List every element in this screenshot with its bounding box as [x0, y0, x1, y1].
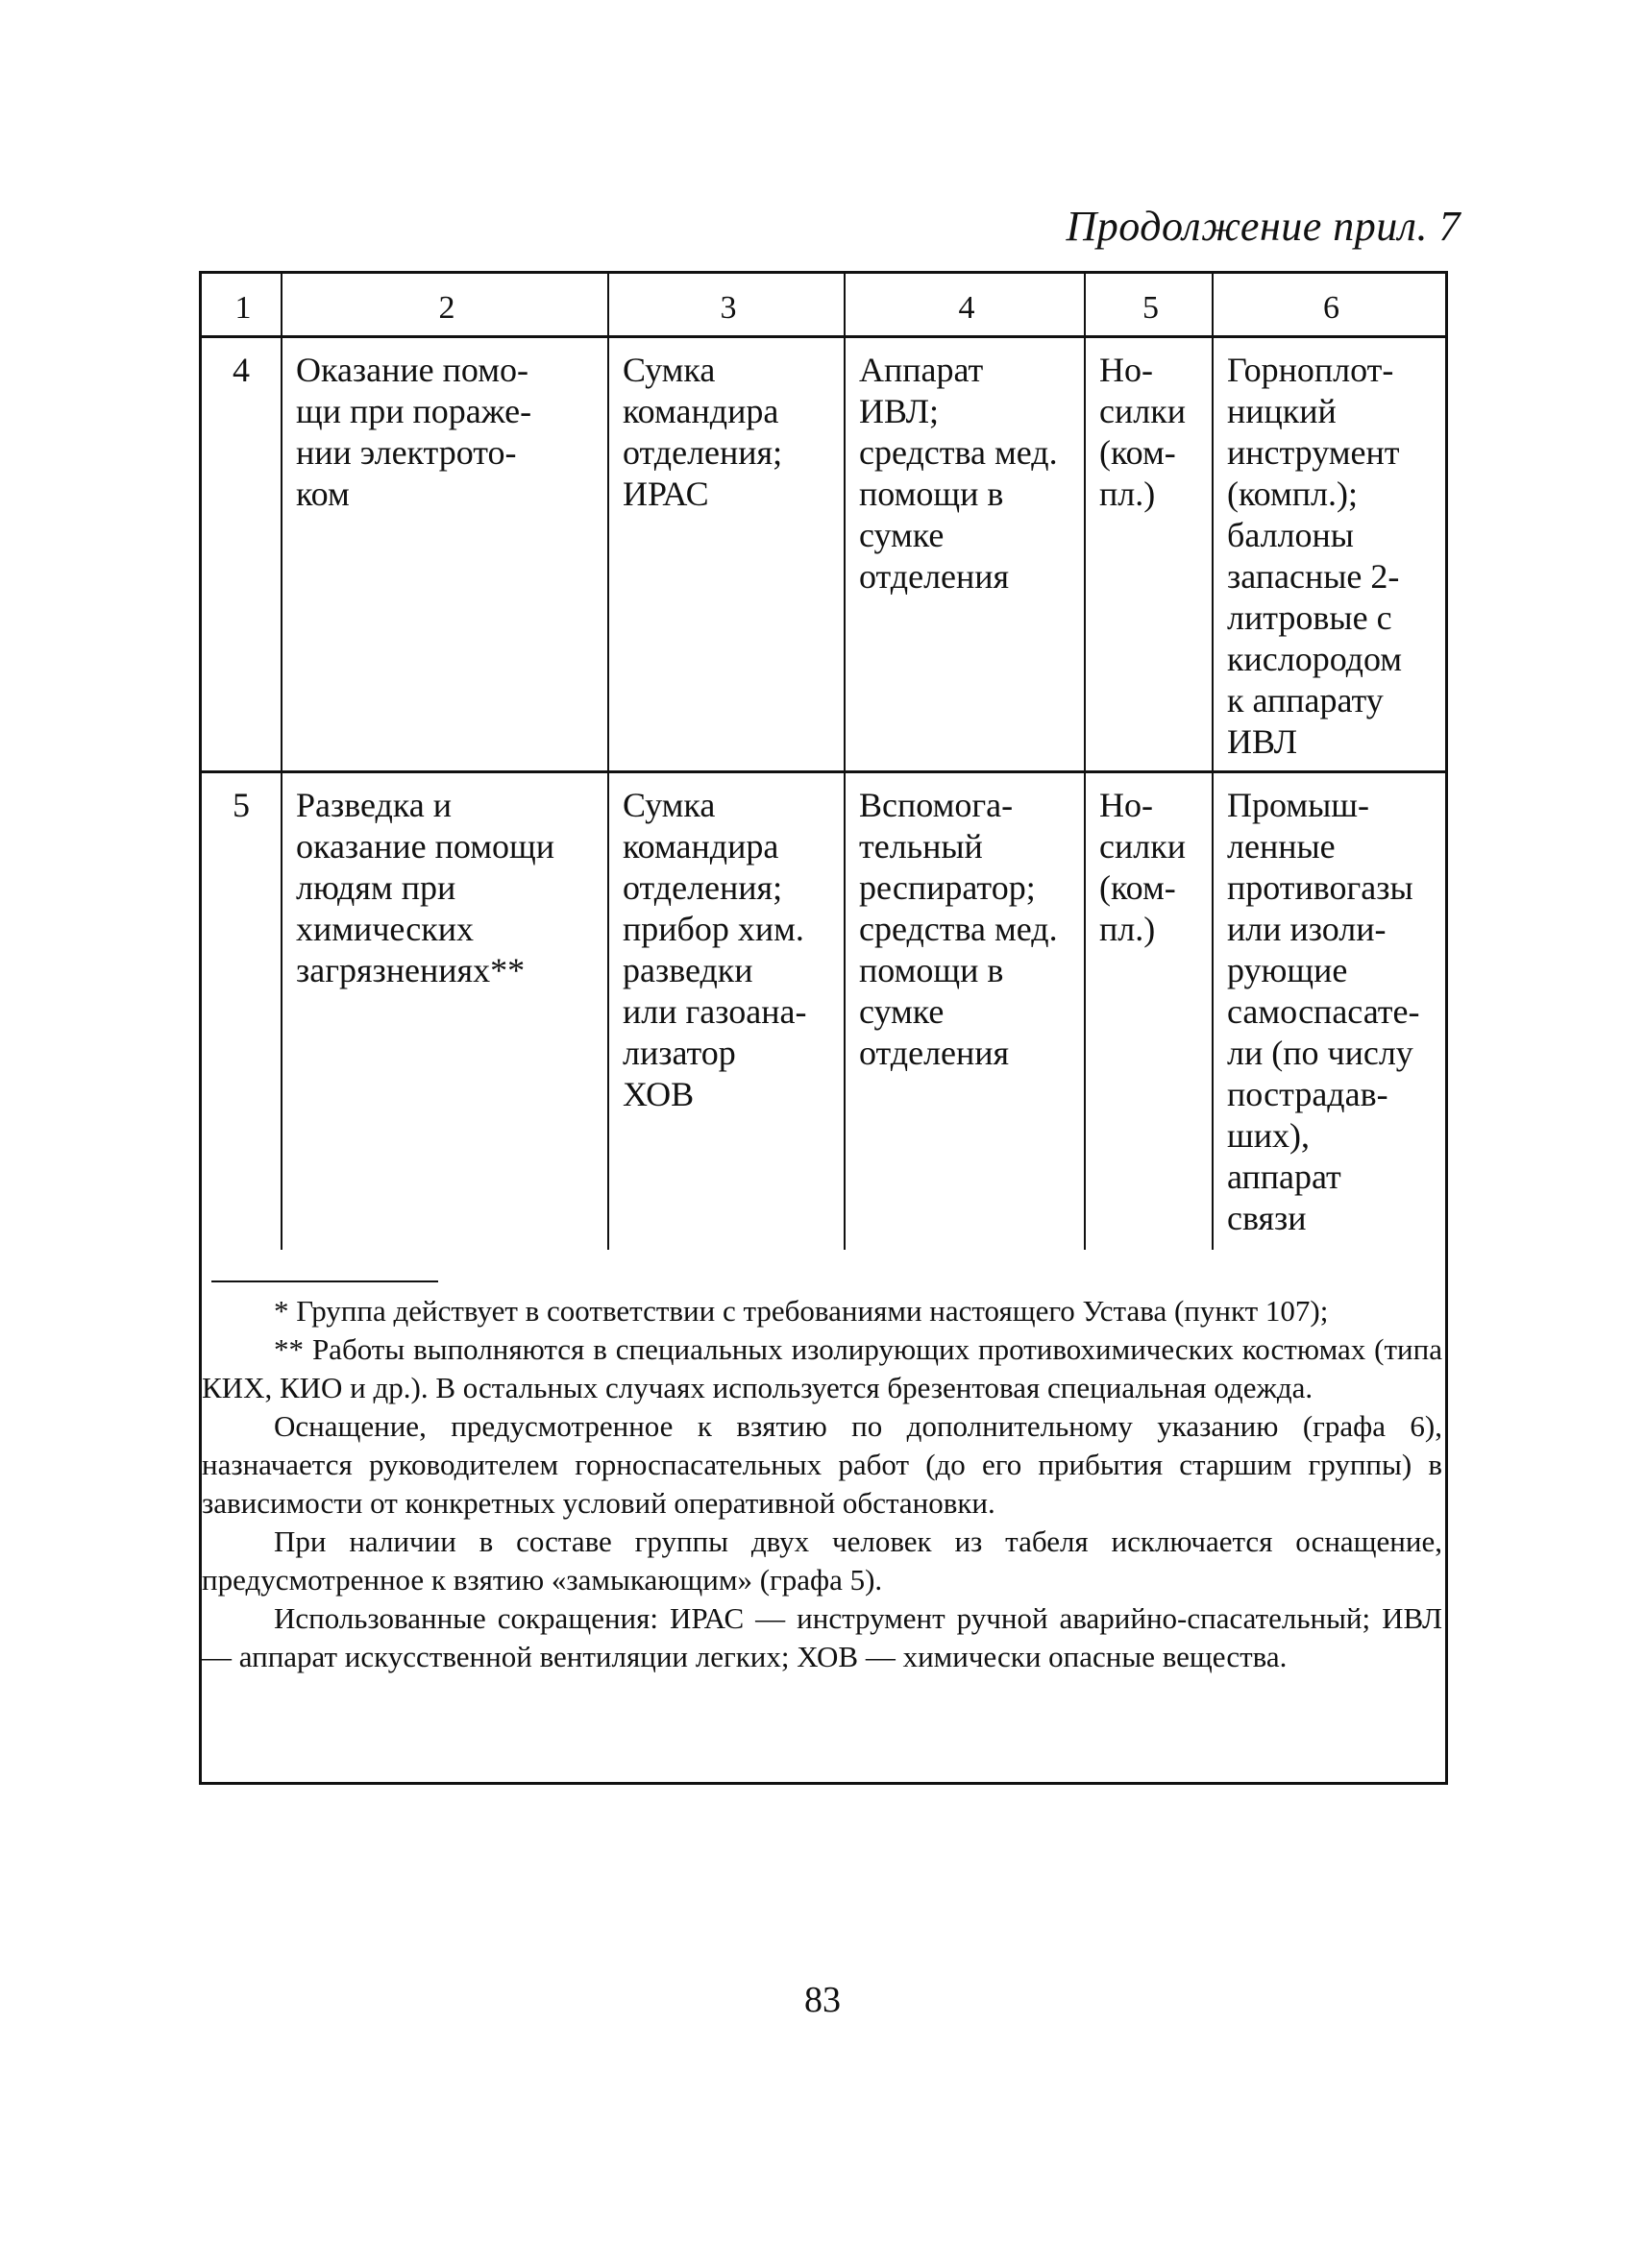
- cell-text-line: разведки: [623, 951, 753, 989]
- cell-text-line: командира: [623, 392, 779, 430]
- cell-text-line: отделения: [859, 557, 1010, 596]
- cell-text-line: пл.): [1099, 475, 1156, 513]
- footnote-divider: [211, 1280, 438, 1282]
- cell-text-line: Аппарат: [859, 351, 984, 389]
- cell-text-line: ИРАС: [623, 475, 709, 513]
- cell-text-line: Но-: [1099, 786, 1153, 824]
- cell-text-line: людям при: [296, 868, 456, 907]
- cell-text-line: командира: [623, 827, 779, 866]
- footnotes: [202, 1292, 1445, 1676]
- cell-text-line: средства мед.: [859, 433, 1058, 472]
- column-header-3: 3: [608, 274, 845, 337]
- cell-text-line: аппарат: [1227, 1158, 1341, 1196]
- cell-text-line: Горноплот-: [1227, 351, 1394, 389]
- additional-equipment-cell: [1213, 337, 1445, 772]
- cell-text-line: ницкий: [1227, 392, 1337, 430]
- cell-text-line: помощи в: [859, 951, 1004, 989]
- cell-text-line: Но-: [1099, 351, 1153, 389]
- cell-text-line: отделения;: [623, 433, 783, 472]
- cell-text-line: к аппарату: [1227, 681, 1384, 719]
- cell-text-line: (компл.);: [1227, 475, 1358, 513]
- cell-text-line: Разведка и: [296, 786, 453, 824]
- cell-text-line: оказание помощи: [296, 827, 554, 866]
- cell-text-line: (ком-: [1099, 868, 1176, 907]
- cell-text-line: помощи в: [859, 475, 1004, 513]
- cell-text-line: Оказание помо-: [296, 351, 528, 389]
- cell-text-line: запасные 2-: [1227, 557, 1400, 596]
- cell-text-line: рующие: [1227, 951, 1348, 989]
- cell-text-line: пострадав-: [1227, 1075, 1388, 1113]
- equipment-table: [202, 274, 1445, 1250]
- cell-text-line: нии электрото-: [296, 433, 517, 472]
- cell-text-line: самоспасате-: [1227, 992, 1420, 1031]
- cell-text-line: силки: [1099, 827, 1186, 866]
- page-caption: Продолжение прил. 7: [1066, 203, 1461, 250]
- row-number: 5: [202, 772, 282, 1251]
- note-two-person-group: При наличии в составе группы двух человек из табеля исключается оснащение, предусмотренное к взятию «замыкающим» (графа 5).: [202, 1524, 1442, 1597]
- cell-text-line: ком: [296, 475, 350, 513]
- commander-equipment-cell: [608, 772, 845, 1251]
- cell-text-line: ли (по числу: [1227, 1034, 1413, 1072]
- cell-text-line: средства мед.: [859, 910, 1058, 948]
- table-header-row: [202, 274, 1445, 337]
- cell-text-line: ХОВ: [623, 1075, 695, 1113]
- cell-text-line: отделения;: [623, 868, 783, 907]
- cell-text-line: загрязнениях**: [296, 951, 526, 989]
- task-cell: [282, 772, 608, 1251]
- cell-text-line: или изоли-: [1227, 910, 1387, 948]
- cell-text-line: баллоны: [1227, 516, 1354, 554]
- additional-equipment-cell: [1213, 772, 1445, 1251]
- column-header-1: 1: [202, 274, 282, 337]
- cell-text-line: Сумка: [623, 351, 716, 389]
- cell-text-line: ленные: [1227, 827, 1336, 866]
- note-optional-equipment: Оснащение, предусмотренное к взятию по дополнительному указанию (графа 6), назначается руководителем горноспасательных работ (до его прибытия старшим группы) в зависимости от конкретных условий оперативной обстановки.: [202, 1409, 1442, 1520]
- cell-text-line: Сумка: [623, 786, 716, 824]
- column-header-5: 5: [1085, 274, 1213, 337]
- cell-text-line: ИВЛ;: [859, 392, 940, 430]
- closing-member-equipment-cell: [1085, 337, 1213, 772]
- footnote-2: ** Работы выполняются в специальных изолирующих противохимических костюмах (типа КИХ, КИО и др.). В остальных случаях используется брезентовая специальная одежда.: [202, 1332, 1442, 1404]
- table-row: [202, 772, 1445, 1251]
- cell-text-line: литровые с: [1227, 598, 1392, 637]
- cell-text-line: инструмент: [1227, 433, 1400, 472]
- cell-text-line: прибор хим.: [623, 910, 804, 948]
- row-number: 4: [202, 337, 282, 772]
- cell-text-line: пл.): [1099, 910, 1156, 948]
- closing-member-equipment-cell: [1085, 772, 1213, 1251]
- cell-text-line: ших),: [1227, 1116, 1310, 1155]
- cell-text-line: или газоана-: [623, 992, 807, 1031]
- cell-text-line: кислородом: [1227, 640, 1403, 678]
- column-header-6: 6: [1213, 274, 1445, 337]
- cell-text-line: Промыш-: [1227, 786, 1369, 824]
- cell-text-line: ИВЛ: [1227, 722, 1298, 761]
- commander-equipment-cell: [608, 337, 845, 772]
- table-row: [202, 337, 1445, 772]
- member-equipment-cell: [845, 337, 1085, 772]
- cell-text-line: сумке: [859, 992, 945, 1031]
- cell-text-line: силки: [1099, 392, 1186, 430]
- note-abbreviations: Использованные сокращения: ИРАС — инструмент ручной аварийно-спасательный; ИВЛ — аппарат искусственной вентиляции легких; ХОВ — химически опасные вещества.: [202, 1601, 1442, 1673]
- cell-text-line: отделения: [859, 1034, 1010, 1072]
- footnote-1: * Группа действует в соответствии с требованиями настоящего Устава (пункт 107);: [274, 1294, 1329, 1328]
- cell-text-line: противогазы: [1227, 868, 1413, 907]
- task-cell: [282, 337, 608, 772]
- cell-text-line: (ком-: [1099, 433, 1176, 472]
- cell-text-line: связи: [1227, 1199, 1307, 1237]
- column-header-2: 2: [282, 274, 608, 337]
- page-number: 83: [804, 1980, 841, 2020]
- cell-text-line: Вспомога-: [859, 786, 1014, 824]
- cell-text-line: щи при пораже-: [296, 392, 532, 430]
- appendix-table-frame: [199, 271, 1448, 1785]
- member-equipment-cell: [845, 772, 1085, 1251]
- cell-text-line: сумке: [859, 516, 945, 554]
- column-header-4: 4: [845, 274, 1085, 337]
- cell-text-line: лизатор: [623, 1034, 736, 1072]
- cell-text-line: химических: [296, 910, 475, 948]
- cell-text-line: тельный: [859, 827, 983, 866]
- cell-text-line: респиратор;: [859, 868, 1036, 907]
